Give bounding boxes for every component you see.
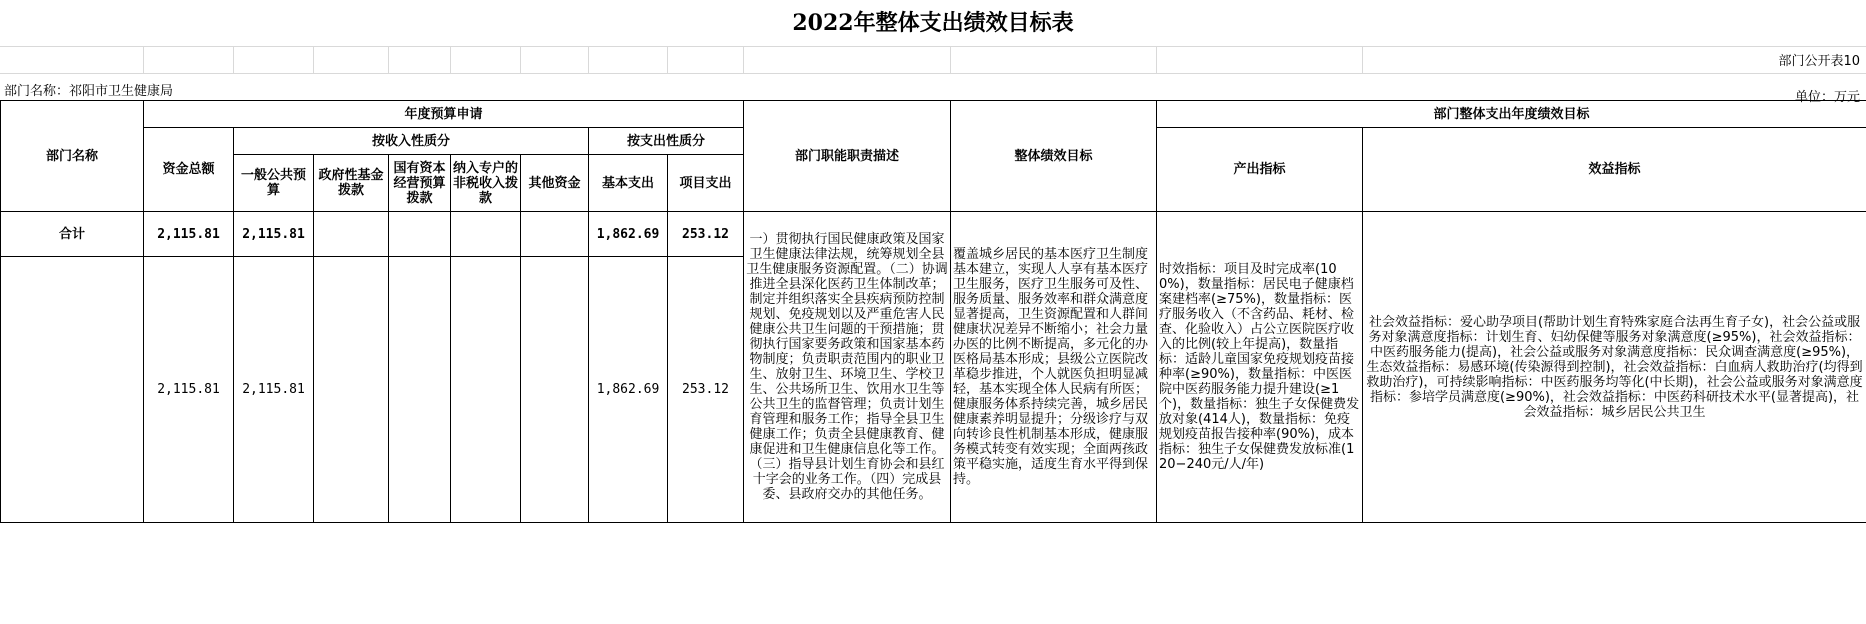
grid-cell — [588, 47, 589, 73]
header-budget-group: 年度预算申请 — [144, 101, 744, 128]
total-other — [521, 212, 589, 257]
total-label: 合计 — [1, 212, 144, 257]
dept-project: 253.12 — [668, 257, 744, 523]
unit-label: 单位：万元 — [1794, 90, 1860, 105]
dept-state-capital — [389, 257, 451, 523]
header-duty: 部门职能职责描述 — [744, 101, 951, 212]
grid-cell — [950, 47, 951, 73]
header-dept-name: 部门名称 — [1, 101, 144, 212]
total-non-tax — [451, 212, 521, 257]
total-gov-fund — [314, 212, 389, 257]
grid-cell — [313, 47, 314, 73]
table-title: 2022年整体支出绩效目标表 — [792, 10, 1074, 36]
dept-basic: 1,862.69 — [589, 257, 668, 523]
header-other: 其他资金 — [521, 155, 589, 212]
total-project: 253.12 — [668, 212, 744, 257]
header-by-income: 按收入性质分 — [234, 128, 589, 155]
header-general: 一般公共预算 — [234, 155, 314, 212]
header-perf-group: 部门整体支出年度绩效目标 — [1157, 101, 1866, 128]
duty-description: 一）贯彻执行国民健康政策及国家卫生健康法律法规，统筹规划全县卫生健康服务资源配置。（二）协调推进全县深化医药卫生体制改革；制定并组织落实全县疾病预防控制规划、免疫规划以及严重危害人民健康公共卫生问题的干预措施；贯彻执行国家要务政策和国家基本药物制度；负责职责范围内的职业卫生、放射卫生、环境卫生、学校卫生、公共场所卫生、饮用水卫生等公共卫生的监督管理；负责计划生育管理和服务工作；指导全县卫生健康工作；负责全县健康教育、健康促进和卫生健康信息化等工作。（三）指导县计划生育协会和县红十字会的业务工作。（四）完成县委、县政府交办的其他任务。 — [744, 212, 951, 523]
grid-cell — [743, 47, 744, 73]
header-non-tax: 纳入专户的非税收入拨款 — [451, 155, 521, 212]
dept-non-tax — [451, 257, 521, 523]
grid-cell — [520, 47, 521, 73]
dept-general: 2,115.81 — [234, 257, 314, 523]
grid-cell — [667, 47, 668, 73]
dept-name-cell — [1, 257, 144, 523]
dept-gov-fund — [314, 257, 389, 523]
overall-goal-text: 覆盖城乡居民的基本医疗卫生制度基本建立，实现人人享有基本医疗卫生服务，医疗卫生服务可及性、服务质量、服务效率和群众满意度显著提高，卫生资源配置和人群间健康状况差异不断缩小；社会力量办医的比例不断提高，多元化的办医格局基本形成；县级公立医院改革稳步推进，个人就医负担明显减轻，基本实现全体人民病有所医；健康服务体系持续完善，城乡居民健康素养明显提升；分级诊疗与双向转诊良性机制基本形成，健康服务模式转变有效实现；全面两孩政策平稳实施，适度生育水平得到保持。 — [951, 212, 1157, 523]
header-gov-fund: 政府性基金拨款 — [314, 155, 389, 212]
output-indicators: 时效指标：项目及时完成率(100%)，数量指标：居民电子健康档案建档率(≥75%)，数量指标：医疗服务收入（不含药品、耗材、检查、化验收入）占公立医院医疗收入的比例(较上年提高)，数量指标：适龄儿童国家免疫规划疫苗接种率(≥90%)，数量指标：中医医院中医药服务能力提升建设(≥1个)，数量指标：独生子女保健费发放对象(414人)，数量指标：免疫规划疫苗报告接种率(90%)，成本指标：独生子女保健费发放标准(120−240元/人/年) — [1157, 212, 1363, 523]
grid-cell — [143, 47, 144, 73]
total-state-capital — [389, 212, 451, 257]
header-total: 资金总额 — [144, 128, 234, 212]
header-project: 项目支出 — [668, 155, 744, 212]
header-benefit: 效益指标 — [1363, 128, 1866, 212]
dept-total-amount: 2,115.81 — [144, 257, 234, 523]
performance-table — [0, 100, 1866, 523]
table-row-total — [1, 212, 1866, 257]
total-basic: 1,862.69 — [589, 212, 668, 257]
dept-other — [521, 257, 589, 523]
benefit-indicators: 社会效益指标：爱心助孕项目(帮助计划生育特殊家庭合法再生育子女)，社会公益或服务对象满意度指标：计划生育、妇幼保健等服务对象满意度(≥95%)，社会效益指标：中医药服务能力(提高)，社会公益或服务对象满意度指标：民众调查满意度(≥95%)，生态效益指标：易感环境(传染源得到控制)，社会效益指标：白血病人救助治疗(均得到救助治疗)，可持续影响指标：中医药服务均等化(中长期)，社会公益或服务对象满意度指标：参培学员满意度(≥90%)，社会效益指标：中医药科研技术水平(显著提高)，社会效益指标：城乡居民公共卫生 — [1363, 212, 1866, 523]
total-amount: 2,115.81 — [144, 212, 234, 257]
header-output: 产出指标 — [1157, 128, 1363, 212]
total-general: 2,115.81 — [234, 212, 314, 257]
empty-grid-row — [0, 46, 1866, 74]
form-number: 部门公开表10 — [1778, 54, 1860, 69]
header-by-expense: 按支出性质分 — [589, 128, 744, 155]
header-state-capital: 国有资本经营预算拨款 — [389, 155, 451, 212]
grid-cell — [233, 47, 234, 73]
header-overall-goal: 整体绩效目标 — [951, 101, 1157, 212]
grid-cell — [388, 47, 389, 73]
grid-cell — [1362, 47, 1363, 73]
grid-cell — [1156, 47, 1157, 73]
department-label: 部门名称：祁阳市卫生健康局 — [4, 84, 174, 99]
grid-cell — [450, 47, 451, 73]
header-basic: 基本支出 — [589, 155, 668, 212]
